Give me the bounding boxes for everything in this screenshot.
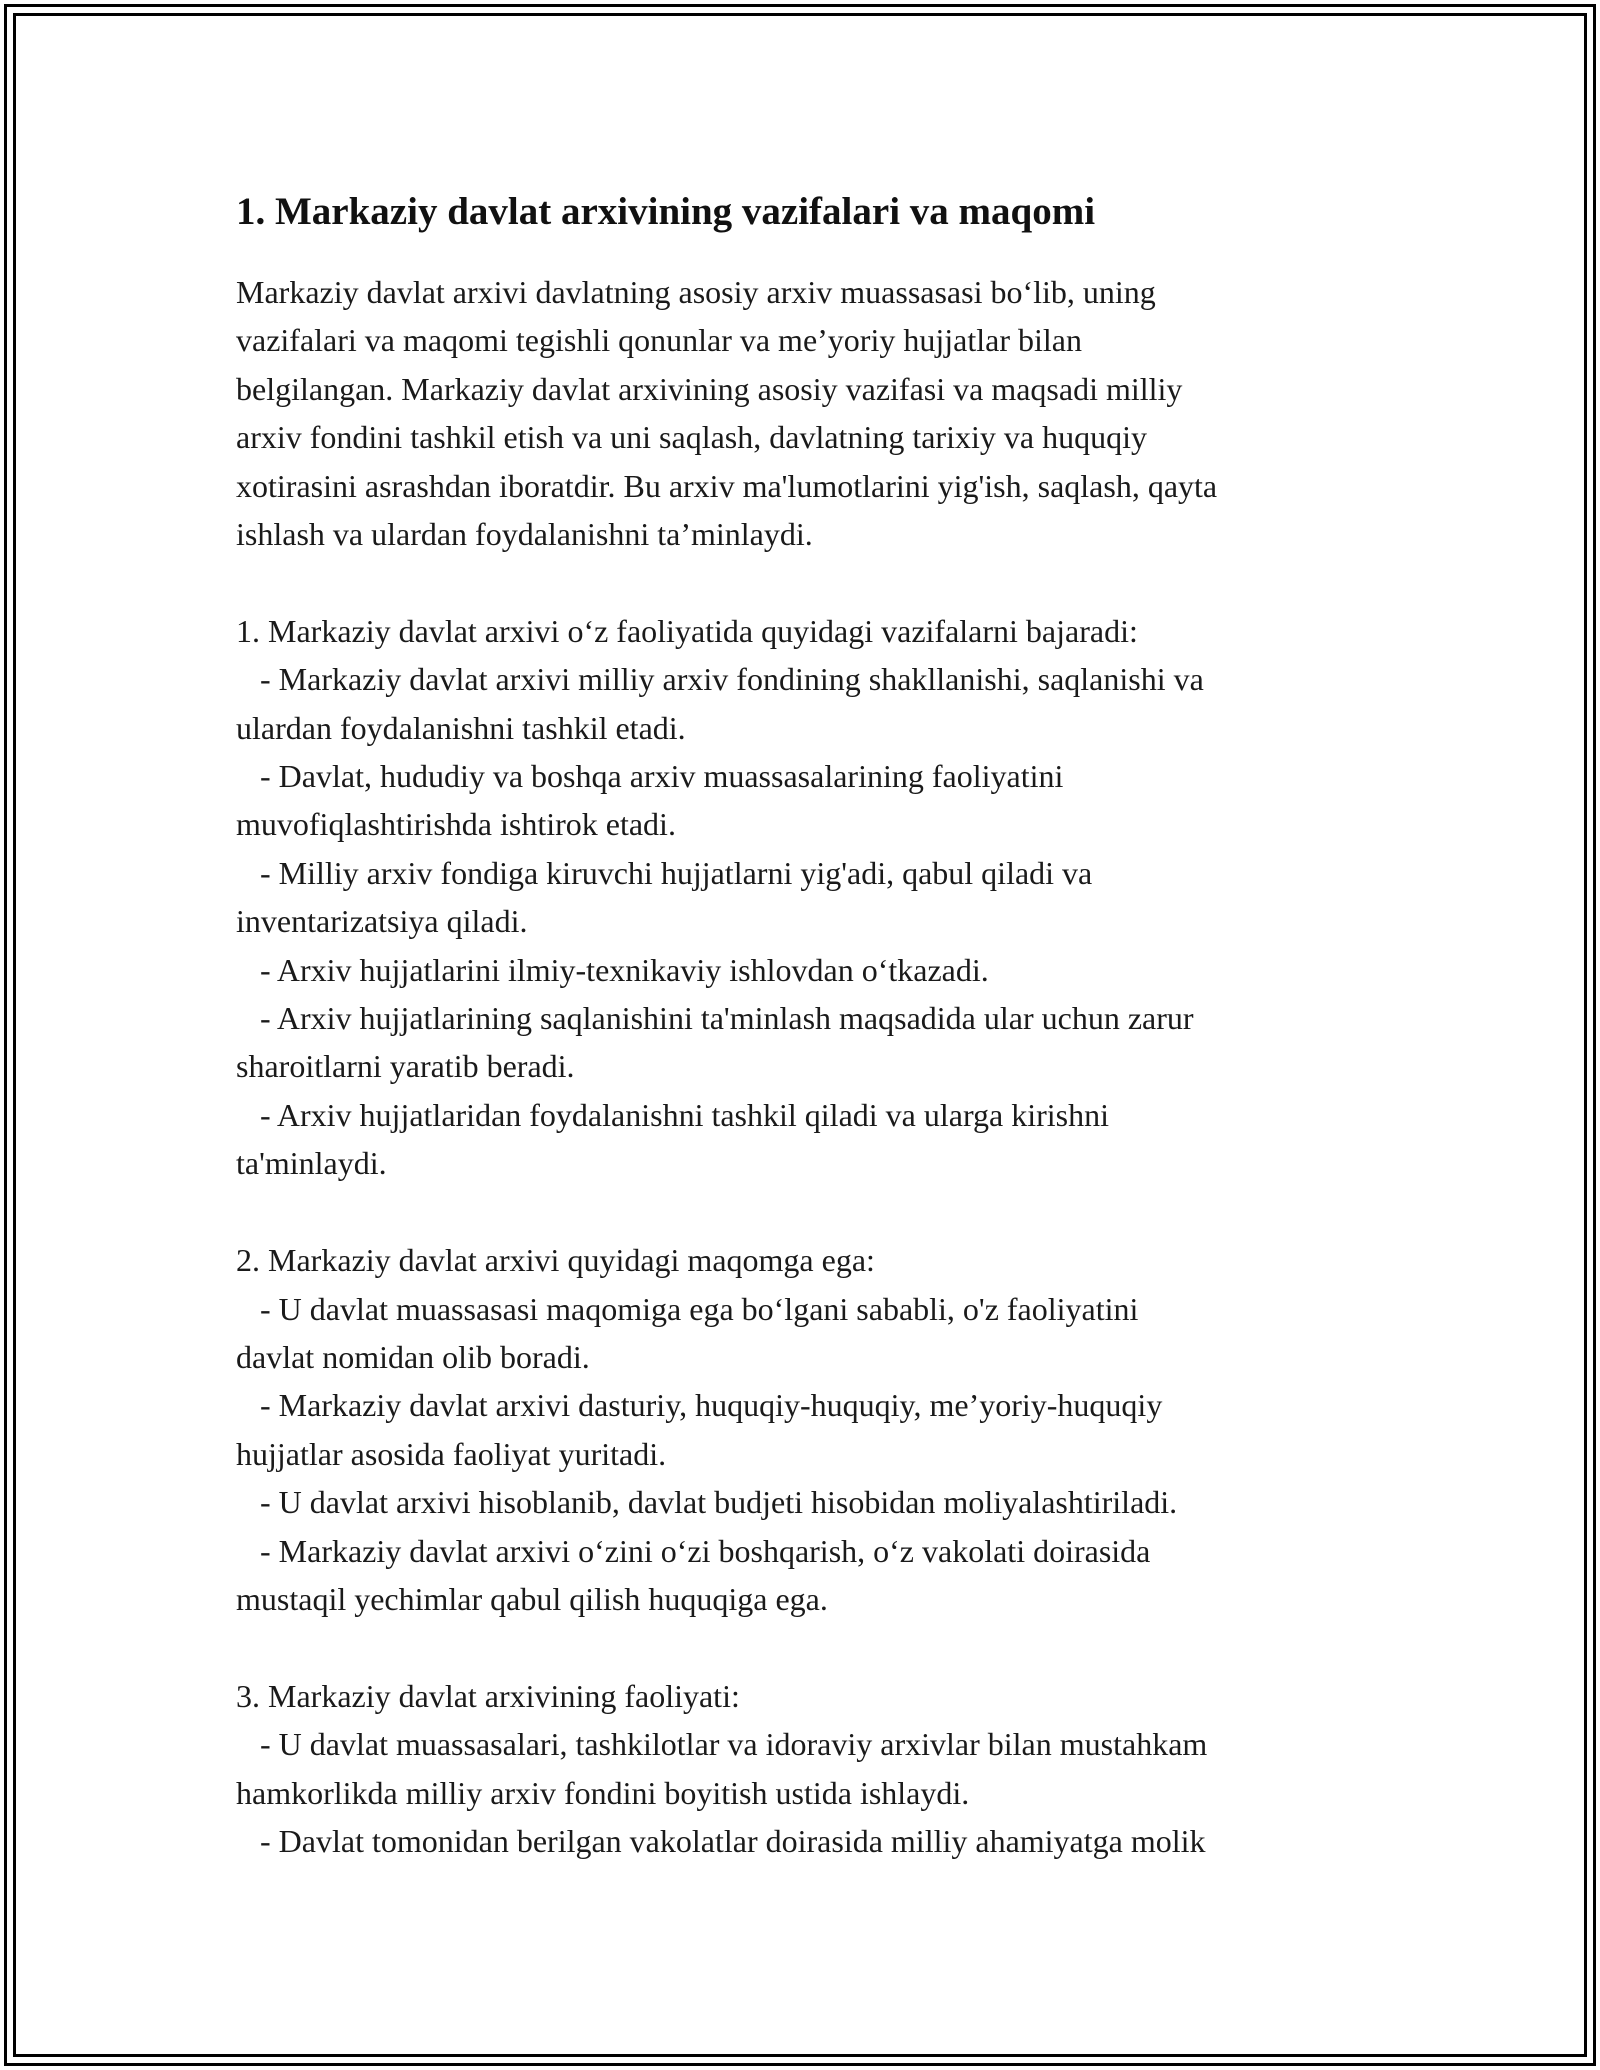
document-body xyxy=(236,184,1396,1865)
intro-paragraph: Markaziy davlat arxivi davlatning asosiy arxiv muassasasi bo‘lib, uning vazifalari va maqomi tegishli qonunlar va me’yoriy hujjatlar bilan belgilangan. Markaziy davlat arxivining asosiy vazifasi va maqsadi milliy arxiv fondini tashkil etish va uni saqlash, davlatning tarixiy va huquqiy xotirasini asrashdan iboratdir. Bu arxiv ma'lumotlarini yig'ish, saqlash, qayta ishlash va ulardan foydalanishni ta’minlaydi. xyxy=(236,274,1218,553)
list-item: - Davlat tomonidan berilgan vakolatlar doirasida milliy ahamiyatga molik xyxy=(236,1822,1206,1859)
list-item: - Arxiv hujjatlarini ilmiy-texnikaviy ishlovdan o‘tkazadi. xyxy=(236,951,989,988)
list-item: - Markaziy davlat arxivi o‘zini o‘zi boshqarish, o‘z vakolati doirasida mustaqil yechimlar qabul qilish huquqiga ega. xyxy=(236,1532,1151,1617)
section-heading: 1. Markaziy davlat arxivi o‘z faoliyatida quyidagi vazifalarni bajaradi: xyxy=(236,612,1138,649)
section-heading: 2. Markaziy davlat arxivi quyidagi maqomga ega: xyxy=(236,1242,875,1279)
list-item: - Davlat, hududiy va boshqa arxiv muassasalarining faoliyatini muvofiqlashtirishda ishtirok etadi. xyxy=(236,758,1064,843)
list-item: - U davlat muassasalari, tashkilotlar va idoraviy arxivlar bilan mustahkam hamkorlikda milliy arxiv fondini boyitish ustida ishlaydi. xyxy=(236,1726,1208,1811)
list-item: - Markaziy davlat arxivi dasturiy, huquqiy-huquqiy, me’yoriy-huquqiy hujjatlar asosida faoliyat yuritadi. xyxy=(236,1387,1163,1472)
list-item: - U davlat arxivi hisoblanib, davlat budjeti hisobidan moliyalashtiriladi. xyxy=(236,1484,1178,1521)
list-item: - Markaziy davlat arxivi milliy arxiv fondining shakllanishi, saqlanishi va ulardan foydalanishni tashkil etadi. xyxy=(236,661,1204,746)
list-item: - Arxiv hujjatlaridan foydalanishni tashkil qiladi va ularga kirishni ta'minlaydi. xyxy=(236,1096,1110,1182)
section-heading: 3. Markaziy davlat arxivining faoliyati: xyxy=(236,1677,740,1714)
list-item: - Arxiv hujjatlarining saqlanishini ta'minlash maqsadida ular uchun zarur sharoitlarni yaratib beradi. xyxy=(236,1000,1194,1085)
document-title: 1. Markaziy davlat arxivining vazifalari va maqomi xyxy=(236,190,1096,233)
list-item: - Milliy arxiv fondiga kiruvchi hujjatlarni yig'adi, qabul qiladi va inventarizatsiya qiladi. xyxy=(236,854,1093,940)
section-tasks xyxy=(236,607,1396,1188)
list-item: - U davlat muassasasi maqomiga ega bo‘lgani sababli, o'z faoliyatini davlat nomidan olib boradi. xyxy=(236,1290,1139,1375)
section-activity xyxy=(236,1672,1396,1866)
section-status xyxy=(236,1236,1396,1623)
